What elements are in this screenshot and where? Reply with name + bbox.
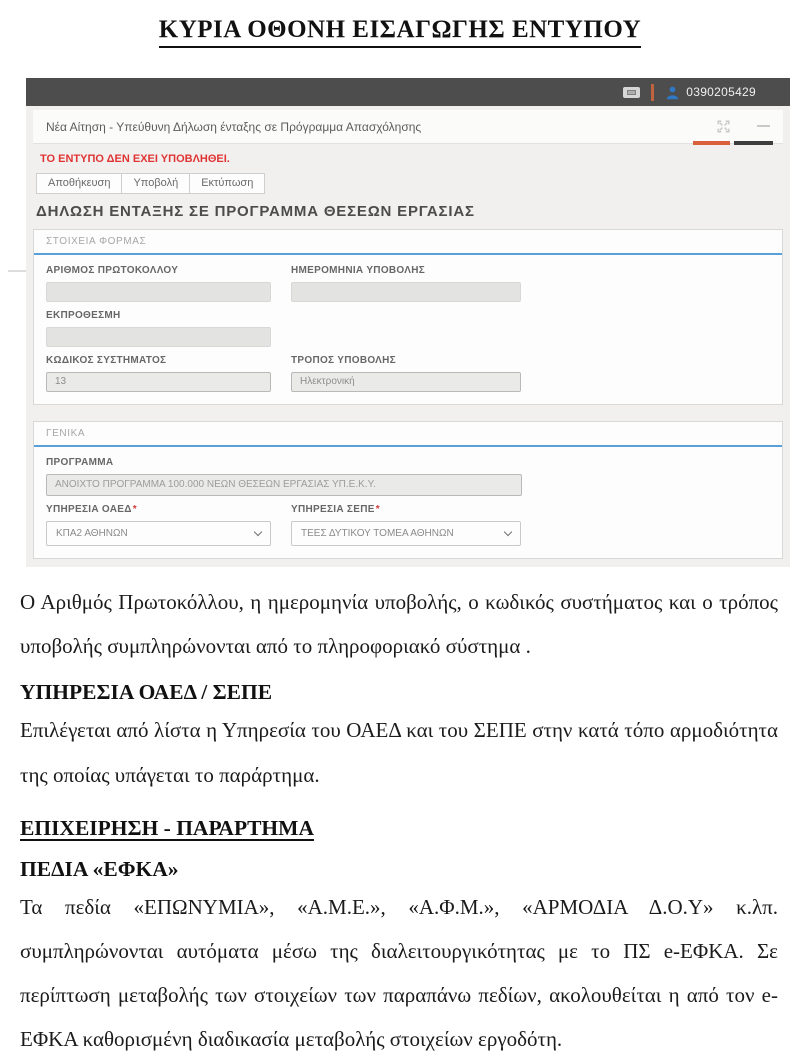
submission-date-field <box>291 265 521 302</box>
oaed-service-label <box>46 504 271 516</box>
para-efka: Τα πεδία «ΕΠΩΝΥΜΙΑ», «Α.Μ.Ε.», «Α.Φ.Μ.», «ΑΡΜΟΔΙΑ Δ.Ο.Υ» κ.λπ. συμπληρώνονται αυτόματα μέσω της διαλειτουργικότητας με το ΠΣ e-ΕΦΚΑ. Σε περίπτωση μεταβολής των στοιχείων των παραπάνω πεδίων, ακολουθείται η από τον e-ΕΦΚΑ καθορισμένη διαδικασία μεταβολής στοιχείων εργοδότη. <box>20 895 778 1052</box>
form-row <box>46 355 770 392</box>
form-row <box>46 504 770 546</box>
app-topbar <box>26 78 790 106</box>
dark-indicator-bar <box>734 141 773 145</box>
user-icon <box>665 85 680 100</box>
orange-indicator-bar <box>693 141 730 145</box>
oaed-service-label-text: ΥΠΗΡΕΣΙΑ ΟΑΕΔ <box>46 504 132 515</box>
submit-button[interactable]: Υποβολή <box>121 173 190 194</box>
expand-icon[interactable] <box>716 119 731 134</box>
protocol-number-field <box>46 265 271 302</box>
sepe-service-value: ΤΕΕΣ ΔΥΤΙΚΟΥ ΤΟΜΕΑ ΑΘΗΝΩΝ <box>301 528 454 539</box>
required-asterisk: * <box>132 504 137 515</box>
page-title-wrap <box>0 0 800 48</box>
overdue-label: ΕΚΠΡΟΘΕΣΜΗ <box>46 310 121 321</box>
sepe-service-label-text: ΥΠΗΡΕΣΙΑ ΣΕΠΕ <box>291 504 375 515</box>
doc-text <box>20 580 778 1062</box>
window-titlebar <box>33 110 783 144</box>
envelope-icon-detail <box>627 90 636 95</box>
para-services: Επιλέγεται από λίστα η Υπηρεσία του ΟΑΕΔ και του ΣΕΠΕ στην κατά τόπο αρμοδιότητα της οποίας υπάγεται το παράρτημα. <box>20 718 778 787</box>
sepe-service-label <box>291 504 521 516</box>
required-asterisk: * <box>375 504 380 515</box>
toolbar <box>36 173 783 194</box>
save-button[interactable]: Αποθήκευση <box>36 173 122 194</box>
oaed-service-select[interactable] <box>46 521 271 546</box>
app-screenshot <box>26 78 790 567</box>
general-header: ΓΕΝΙΚΑ <box>34 422 782 447</box>
overdue-field <box>46 310 271 347</box>
oaed-service-field <box>46 504 271 546</box>
heading-services: ΥΠΗΡΕΣΙΑ ΟΑΕΔ / ΣΕΠΕ <box>20 680 273 705</box>
form-info-body <box>34 255 782 404</box>
envelope-icon[interactable] <box>623 87 640 98</box>
form-info-card <box>33 229 783 405</box>
form-title: ΔΗΛΩΣΗ ΕΝΤΑΞΗΣ ΣΕ ΠΡΟΓΡΑΜΜΑ ΘΕΣΕΩΝ ΕΡΓΑΣΙΑΣ <box>36 203 475 220</box>
status-message: ΤΟ ΕΝΤΥΠΟ ΔΕΝ ΕΧΕΙ ΥΠΟΒΛΗΘΕΙ. <box>40 153 230 165</box>
sepe-service-field <box>291 504 521 546</box>
minimize-icon[interactable] <box>757 125 770 127</box>
general-body <box>34 447 782 558</box>
user-chip[interactable] <box>665 85 756 100</box>
overdue-input[interactable] <box>46 327 271 347</box>
para-system-fields: Ο Αριθμός Πρωτοκόλλου, η ημερομηνία υποβολής, ο κωδικός συστήματος και ο τρόπος υποβολής συμπληρώνονται από το πληροφοριακό σύστημα . <box>20 590 778 659</box>
sepe-service-select[interactable] <box>291 521 521 546</box>
scan-artifact-line <box>8 270 26 272</box>
submission-date-label: ΗΜΕΡΟΜΗΝΙΑ ΥΠΟΒΟΛΗΣ <box>291 265 426 276</box>
print-button[interactable]: Εκτύπωση <box>189 173 265 194</box>
submission-method-label: ΤΡΟΠΟΣ ΥΠΟΒΟΛΗΣ <box>291 355 396 366</box>
system-code-input[interactable]: 13 <box>46 372 271 392</box>
heading-efka: ΠΕΔΙΑ «ΕΦΚΑ» <box>20 856 179 881</box>
system-code-label: ΚΩΔΙΚΟΣ ΣΥΣΤΗΜΑΤΟΣ <box>46 355 167 366</box>
page-title: ΚΥΡΙΑ ΟΘΟΝΗ ΕΙΣΑΓΩΓΗΣ ΕΝΤΥΠΟΥ <box>159 16 641 48</box>
general-card <box>33 421 783 559</box>
protocol-number-label: ΑΡΙΘΜΟΣ ΠΡΩΤΟΚΟΛΛΟΥ <box>46 265 179 276</box>
form-info-header: ΣΤΟΙΧΕΙΑ ΦΟΡΜΑΣ <box>34 230 782 255</box>
submission-date-input[interactable] <box>291 282 521 302</box>
chevron-down-icon <box>254 528 262 536</box>
chevron-down-icon <box>504 528 512 536</box>
form-row <box>46 457 770 496</box>
program-field <box>46 457 522 496</box>
system-code-field <box>46 355 271 392</box>
program-label: ΠΡΟΓΡΑΜΜΑ <box>46 457 114 468</box>
heading-company: ΕΠΙΧΕΙΡΗΣΗ - ΠΑΡΑΡΤΗΜΑ <box>20 815 314 840</box>
form-row <box>46 265 770 302</box>
oaed-service-value: ΚΠΑ2 ΑΘΗΝΩΝ <box>56 528 128 539</box>
submission-method-input[interactable]: Ηλεκτρονική <box>291 372 521 392</box>
protocol-number-input[interactable] <box>46 282 271 302</box>
user-id: 0390205429 <box>686 85 756 99</box>
submission-method-field <box>291 355 521 392</box>
app-body <box>26 106 790 567</box>
window-title: Νέα Αίτηση - Υπεύθυνη Δήλωση ένταξης σε Πρόγραμμα Απασχόλησης <box>46 119 422 134</box>
form-row <box>46 310 770 347</box>
program-input[interactable]: ΑΝΟΙΧΤΟ ΠΡΟΓΡΑΜΜΑ 100.000 ΝΕΩΝ ΘΕΣΕΩΝ ΕΡΓΑΣΙΑΣ ΥΠ.Ε.Κ.Υ. <box>46 474 522 496</box>
topbar-separator <box>651 84 654 101</box>
